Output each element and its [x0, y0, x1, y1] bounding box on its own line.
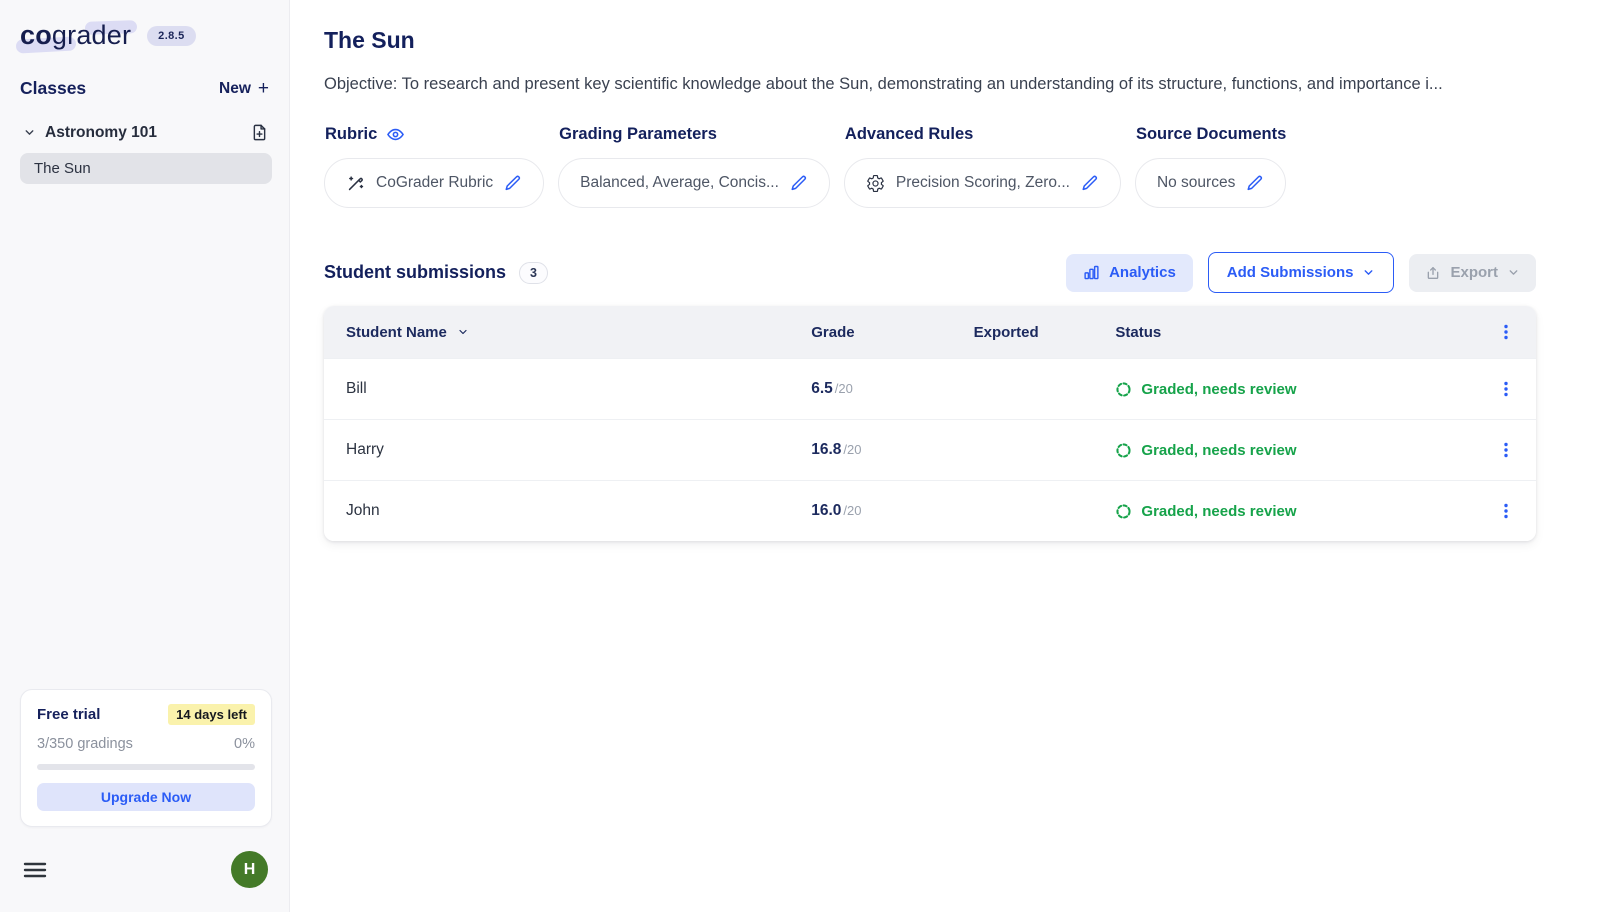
source-documents-value: No sources: [1156, 174, 1236, 191]
source-documents-pill[interactable]: [1135, 158, 1286, 208]
sidebar-footer: [20, 851, 272, 896]
grading-parameters-pill[interactable]: [558, 158, 830, 208]
rubric-heading: Rubric: [325, 125, 378, 143]
status-badge: Graded, needs review: [1115, 442, 1484, 459]
add-submissions-label: Add Submissions: [1226, 264, 1354, 281]
analytics-button[interactable]: [1066, 254, 1193, 292]
trial-percent: 0%: [234, 736, 255, 752]
column-student-name[interactable]: Student Name: [346, 324, 469, 341]
bar-chart-icon: [1083, 264, 1100, 281]
gear-icon: [866, 174, 885, 193]
chevron-down-icon: [1507, 266, 1520, 279]
export-label: Export: [1450, 264, 1498, 281]
table-row[interactable]: [324, 358, 1536, 419]
sidebar: [0, 0, 290, 912]
edit-pencil-icon[interactable]: [1246, 174, 1264, 192]
rubric-pill[interactable]: [324, 158, 544, 208]
row-options-kebab-icon[interactable]: [1484, 381, 1536, 397]
new-class-button[interactable]: [219, 79, 269, 98]
new-class-label: New: [219, 79, 251, 97]
sort-chevron-icon: [457, 326, 469, 338]
share-icon: [1425, 265, 1441, 281]
edit-pencil-icon[interactable]: [790, 174, 808, 192]
grade-value: 16.0 /20: [811, 502, 862, 519]
column-exported: Exported: [973, 323, 1039, 341]
source-documents-heading: Source Documents: [1135, 125, 1287, 143]
student-name: Bill: [346, 380, 367, 397]
rubric-value: CoGrader Rubric: [376, 174, 494, 191]
assignment-label: The Sun: [34, 160, 91, 177]
class-name: Astronomy 101: [45, 123, 157, 141]
trial-progress-bar: [37, 764, 255, 770]
menu-icon[interactable]: [23, 860, 47, 880]
config-group-advanced: [844, 125, 1121, 208]
table-row[interactable]: [324, 419, 1536, 480]
grading-parameters-value: Balanced, Average, Concis...: [580, 174, 779, 191]
plus-icon: +: [257, 78, 269, 99]
edit-pencil-icon[interactable]: [504, 174, 522, 192]
grading-parameters-heading: Grading Parameters: [559, 125, 717, 143]
grade-value: 16.8 /20: [811, 441, 862, 458]
classes-header: [20, 78, 272, 99]
student-name: Harry: [346, 441, 384, 458]
column-grade: Grade: [811, 323, 855, 341]
sidebar-item-assignment[interactable]: [20, 153, 272, 184]
free-trial-card: [20, 689, 272, 827]
status-badge: Graded, needs review: [1115, 381, 1484, 398]
table-row[interactable]: [324, 480, 1536, 541]
graded-status-icon: [1115, 442, 1132, 459]
table-options-kebab-icon[interactable]: [1484, 324, 1536, 340]
trial-title: Free trial: [37, 706, 101, 723]
main-content: [290, 0, 1600, 912]
advanced-rules-pill[interactable]: [844, 158, 1121, 208]
trial-usage: 3/350 gradings: [37, 736, 133, 752]
page-title: The Sun: [324, 27, 415, 53]
row-options-kebab-icon[interactable]: [1484, 503, 1536, 519]
student-name: John: [346, 502, 380, 519]
classes-title: Classes: [20, 78, 87, 98]
logo-text-bold: co: [20, 20, 52, 50]
column-status: Status: [1115, 323, 1162, 341]
submissions-title: Student submissions: [324, 262, 507, 282]
submissions-bar: [324, 252, 1536, 293]
export-button[interactable]: [1409, 254, 1536, 292]
table-header: [324, 306, 1536, 358]
version-badge: 2.8.5: [147, 26, 195, 46]
sidebar-item-class[interactable]: [20, 123, 272, 142]
advanced-rules-heading: Advanced Rules: [844, 125, 974, 143]
graded-status-icon: [1115, 381, 1132, 398]
logo-text-light: grader: [51, 20, 132, 50]
status-badge: Graded, needs review: [1115, 503, 1484, 520]
config-group-rubric: [324, 125, 544, 208]
config-group-grading: [558, 125, 830, 208]
eye-icon[interactable]: [386, 125, 405, 144]
row-options-kebab-icon[interactable]: [1484, 442, 1536, 458]
edit-pencil-icon[interactable]: [1081, 174, 1099, 192]
grade-value: 6.5 /20: [811, 380, 853, 397]
magic-wand-icon: [346, 174, 365, 193]
upgrade-now-button[interactable]: Upgrade Now: [37, 783, 255, 811]
advanced-rules-value: Precision Scoring, Zero...: [895, 174, 1070, 191]
analytics-label: Analytics: [1109, 264, 1176, 281]
trial-days-badge: 14 days left: [168, 704, 255, 725]
config-group-sources: [1135, 125, 1286, 208]
assignment-objective: Objective: To research and present key scientific knowledge about the Sun, demonstrating an understanding of its structure, functions, and importance i...: [324, 75, 1443, 93]
chevron-down-icon[interactable]: [23, 126, 36, 139]
chevron-down-icon: [1362, 266, 1375, 279]
logo-row: [20, 20, 272, 51]
app-logo: [20, 20, 131, 51]
avatar[interactable]: H: [231, 851, 268, 888]
graded-status-icon: [1115, 503, 1132, 520]
config-row: [324, 125, 1536, 208]
submissions-table: [324, 306, 1536, 541]
add-submissions-button[interactable]: [1208, 252, 1395, 293]
submissions-count-badge: 3: [519, 262, 548, 284]
import-file-icon[interactable]: [250, 123, 269, 142]
